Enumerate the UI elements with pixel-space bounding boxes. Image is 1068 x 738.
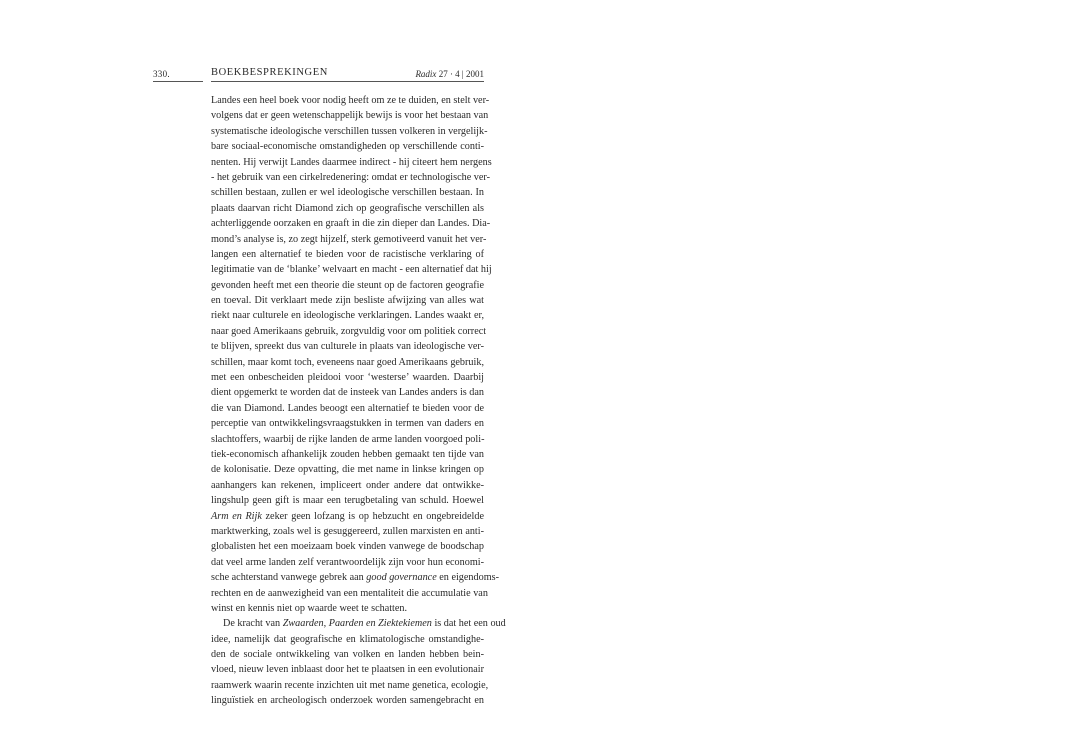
text-line: raamwerk waarin recente inzichten uit met name genetica, ecologie, bbox=[211, 679, 489, 691]
text-line: en toeval. Dit verklaart mede zijn besliste afwijzing van alles wat bbox=[211, 295, 484, 307]
text-span: is dat het een oud bbox=[431, 618, 506, 630]
text-line: - het gebruik van een cirkelredenering: omdat er technologische ver- bbox=[211, 171, 490, 183]
text-line: dient opgemerkt te worden dat de insteek van Landes anders is dan bbox=[211, 387, 484, 399]
journal-name: Radix bbox=[415, 69, 437, 79]
text-line: legitimatie van de ‘blanke’ welvaart en macht - een alternatief dat hij bbox=[211, 264, 492, 276]
text-line: slachtoffers, waarbij de rijke landen de arme landen voorgoed poli- bbox=[211, 433, 485, 445]
journal-info bbox=[386, 69, 484, 79]
text-span: zeker geen lofzang is op hebzucht en ongebreidelde bbox=[261, 510, 484, 522]
text-line: schillen, maar komt toch, eveneens naar goed Amerikaans gebruik, bbox=[211, 356, 484, 368]
text-line bbox=[211, 509, 484, 524]
text-line: linguïstiek en archeologisch onderzoek worden samengebracht en bbox=[211, 695, 484, 707]
text-line: riekt naar culturele en ideologische verklaringen. Landes waakt er, bbox=[211, 310, 484, 322]
text-line: achterliggende oorzaken en graaft in die zin dieper dan Landes. Dia- bbox=[211, 218, 491, 230]
text-span: De kracht van bbox=[223, 618, 283, 630]
text-line: vloed, nieuw leven inblaast door het te plaatsen in een evolutionair bbox=[211, 664, 484, 676]
text-span: en eigendoms- bbox=[436, 572, 499, 584]
text-line: nenten. Hij verwijt Landes daarmee indirect - hij citeert hem nergens bbox=[211, 156, 492, 168]
text-line: winst en kennis niet op waarde weet te schatten. bbox=[211, 602, 408, 614]
text-line: perceptie van ontwikkelingsvraagstukken in termen van daders en bbox=[211, 418, 484, 430]
text-line: Landes een heel boek voor nodig heeft om ze te duiden, en stelt ver- bbox=[211, 95, 490, 106]
text-line: schillen bestaan, zullen er wel ideologische verschillen bestaan. In bbox=[211, 187, 484, 199]
text-line: mond’s analyse is, zo zegt hijzelf, sterk gemotiveerd vanuit het ver- bbox=[211, 233, 487, 245]
text-line: naar goed Amerikaans gebruik, zorgvuldig voor om politiek correct bbox=[211, 325, 487, 337]
text-line bbox=[211, 570, 499, 585]
text-line: die van Diamond. Landes beoogt een alternatief te bieden voor de bbox=[211, 402, 484, 414]
text-line: marktwerking, zoals wel is gesuggereerd, zullen marxisten en anti- bbox=[211, 525, 484, 537]
page-number: 330. bbox=[153, 69, 170, 79]
text-line: met een onbescheiden pleidooi voor ‘westerse’ waarden. Daarbij bbox=[211, 372, 484, 384]
text-line: plaats daarvan richt Diamond zich op geografische verschillen als bbox=[211, 202, 484, 214]
header-rule-right bbox=[211, 81, 484, 82]
text-line: gevonden heeft met een theorie die steunt op de factoren geografie bbox=[211, 279, 484, 291]
journal-issue: 27 · 4 | 2001 bbox=[438, 69, 484, 79]
term-italic: good governance bbox=[366, 572, 437, 584]
text-line: de kolonisatie. Deze opvatting, die met name in linkse kringen op bbox=[211, 464, 484, 476]
text-line bbox=[211, 616, 506, 631]
text-line: den de sociale ontwikkeling van volken en landen hebben bein- bbox=[211, 649, 484, 661]
text-line: tiek-economisch afhankelijk zouden hebben gemaakt ten tijde van bbox=[211, 448, 484, 460]
text-line: systematische ideologische verschillen tussen volkeren in vergelijk- bbox=[211, 125, 488, 137]
text-line: lingshulp geen gift is maar een terugbetaling van schuld. Hoewel bbox=[211, 495, 484, 507]
text-line: bare sociaal-economische omstandigheden op verschillende conti- bbox=[211, 141, 484, 153]
text-line: rechten en de aanwezigheid van een mentaliteit die accumulatie van bbox=[211, 587, 488, 599]
book-title-italic: Arm en Rijk bbox=[211, 510, 262, 522]
header-rule-left bbox=[153, 81, 203, 82]
book-title-italic: Zwaarden, Paarden en Ziektekiemen bbox=[282, 618, 432, 630]
text-line: idee, namelijk dat geografische en klimatologische omstandighe- bbox=[211, 633, 484, 645]
text-line: aanhangers kan rekenen, impliceert onder andere dat ontwikke- bbox=[211, 479, 484, 491]
running-head: BOEKBESPREKINGEN bbox=[211, 67, 328, 78]
text-line: volgens dat er geen wetenschappelijk bewijs is voor het bestaan van bbox=[211, 110, 489, 122]
text-line: globalisten het een moeizaam boek vinden vanwege de boodschap bbox=[211, 541, 484, 553]
text-span: sche achterstand vanwege gebrek aan bbox=[211, 572, 367, 584]
text-line: te blijven, spreekt dus van culturele in plaats van ideologische ver- bbox=[211, 341, 484, 353]
text-line: dat veel arme landen zelf verantwoordelijk zijn voor hun economi- bbox=[211, 556, 484, 568]
text-line: langen een alternatief te bieden voor de racistische verklaring of bbox=[211, 248, 484, 260]
body-text bbox=[211, 93, 506, 709]
